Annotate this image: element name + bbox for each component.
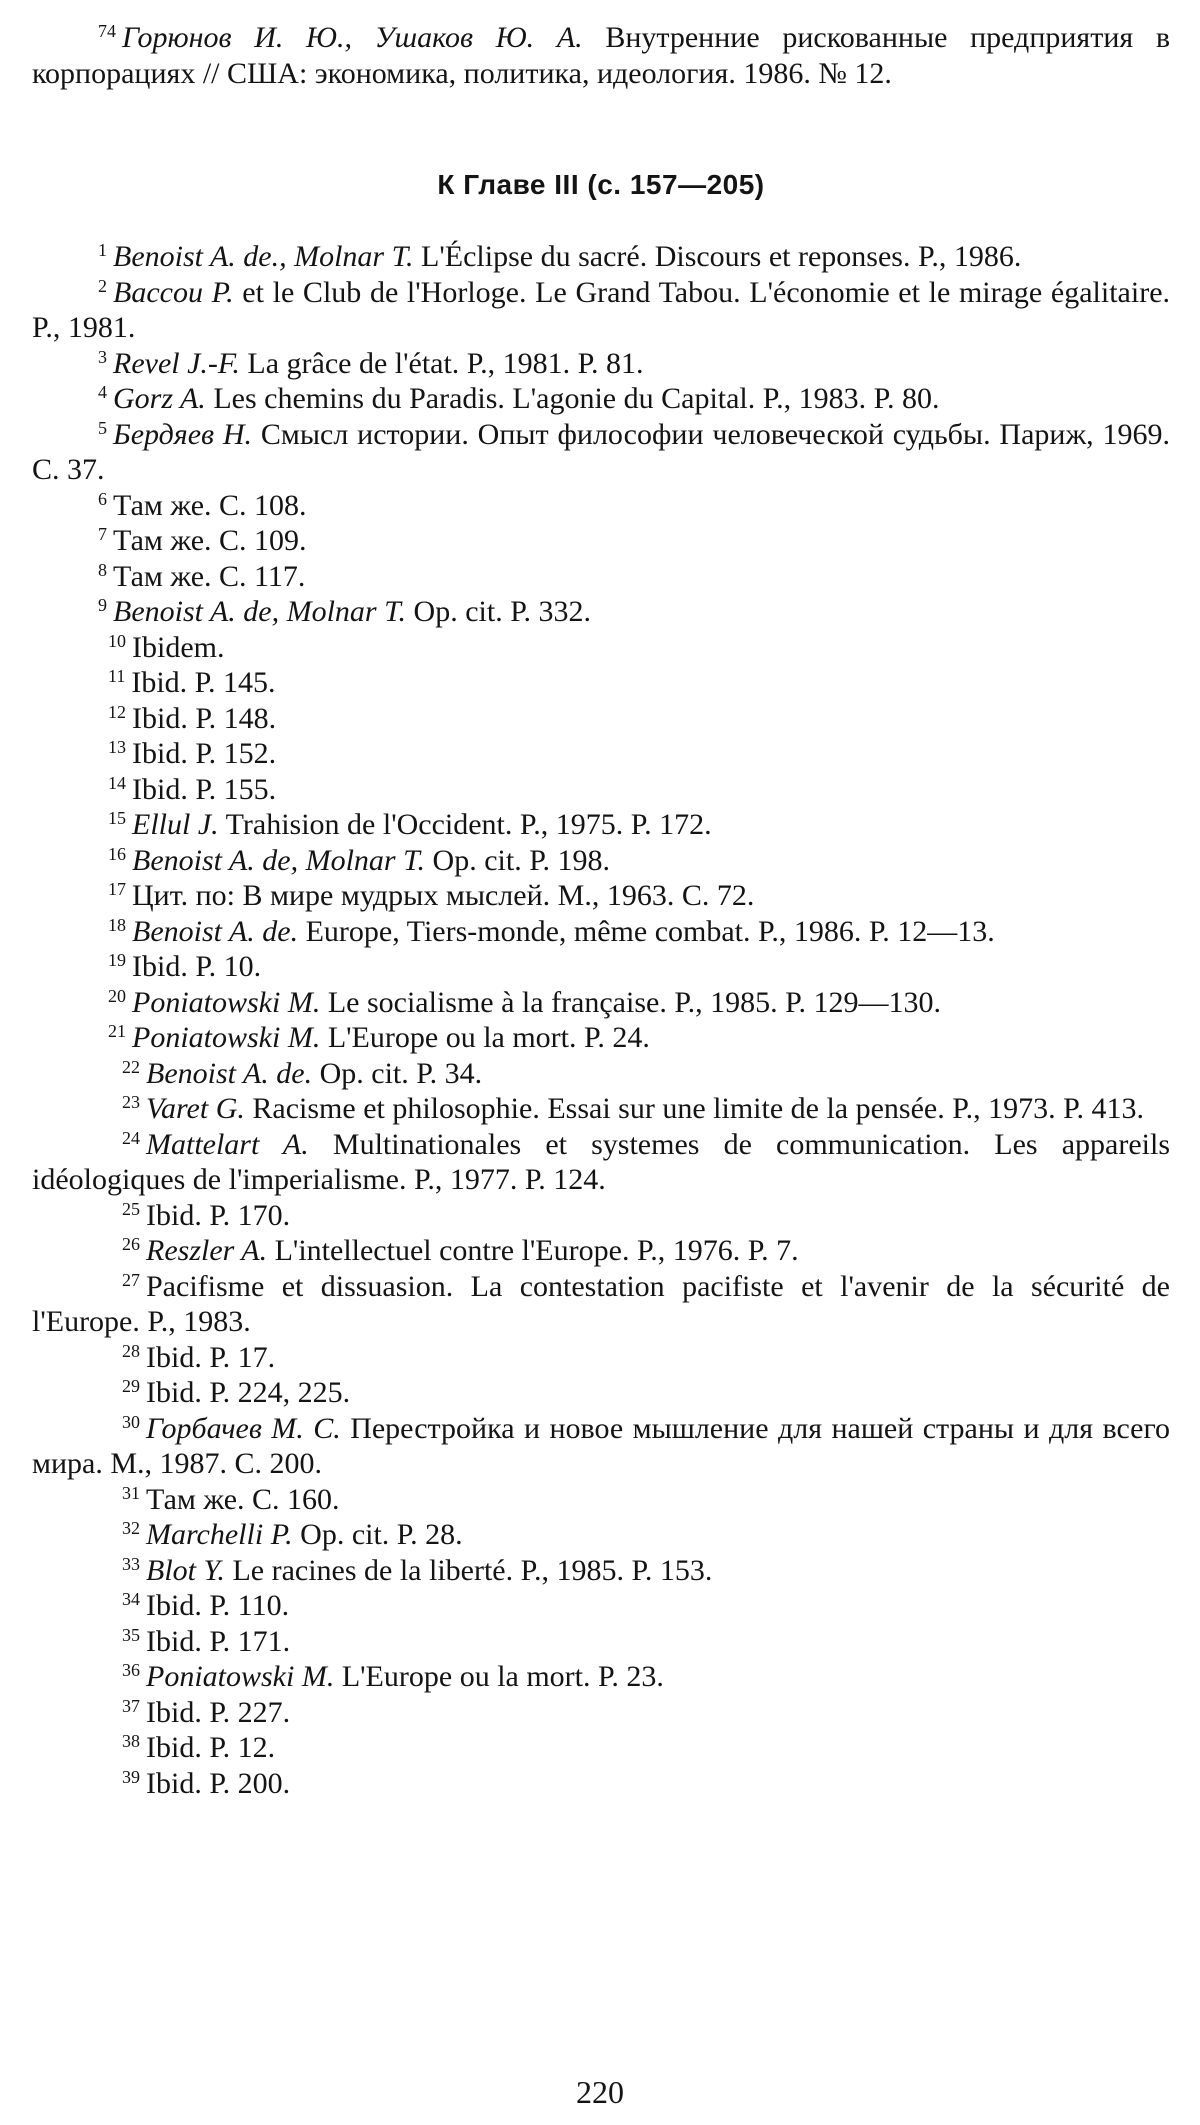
footnote-text: Ibid. P. 155. [132, 772, 277, 806]
footnote-number: 24 [122, 1127, 140, 1148]
footnote-19 [32, 949, 1170, 985]
footnote-text: Le socialisme à la française. P., 1985. P. 129—130. [327, 985, 942, 1019]
footnote-27 [32, 1269, 1170, 1340]
footnote-text: L'intellectuel contre l'Europe. P., 1976. P. 7. [274, 1234, 799, 1267]
footnote-9 [32, 594, 1170, 630]
footnote-32 [32, 1517, 1170, 1553]
footnote-number: 30 [122, 1411, 140, 1432]
footnote-25 [32, 1198, 1170, 1234]
footnote-text: Внутренние рискованные предприятия в корпорациях // США: экономика, политика, идеология. 1986. № 12. [32, 21, 1171, 90]
footnote-author: Reszler A. [146, 1234, 268, 1267]
footnote-number: 27 [122, 1269, 140, 1290]
footnote-text: Les chemins du Paradis. L'agonie du Capital. P., 1983. P. 80. [213, 382, 940, 415]
footnote-text: Там же. С. 117. [113, 559, 306, 593]
footnote-number: 25 [122, 1198, 140, 1219]
footnote-number: 5 [98, 417, 107, 438]
footnote-text: Op. cit. P. 34. [319, 1056, 483, 1090]
footnote-number: 6 [98, 488, 107, 509]
footnote-text: L'Éclipse du sacré. Discours et reponses. P., 1986. [421, 240, 1022, 273]
footnote-author: Бердяев Н. [113, 417, 253, 451]
footnote-number: 9 [98, 595, 107, 615]
footnote-22 [32, 1056, 1170, 1092]
footnote-36 [32, 1659, 1170, 1695]
footnote-author: Benoist A. de. [132, 914, 299, 948]
footnote-number: 29 [122, 1376, 140, 1396]
footnote-text: Ibid. P. 148. [132, 701, 277, 735]
footnote-author: Ellul J. [132, 808, 219, 841]
footnote-8 [32, 559, 1170, 595]
footnote-17 [32, 878, 1170, 914]
footnote-number: 19 [108, 950, 126, 970]
footnote-text: Ibid. P. 200. [146, 1766, 291, 1800]
footnote-text: Там же. С. 109. [113, 524, 307, 557]
footnote-number: 32 [122, 1518, 140, 1538]
footnote-13 [32, 736, 1170, 772]
footnote-author: Marchelli P. [146, 1518, 293, 1551]
footnote-number: 39 [122, 1766, 140, 1787]
footnote-39 [32, 1766, 1170, 1802]
footnote-text: Ibid. P. 17. [146, 1340, 276, 1374]
footnote-number: 20 [108, 985, 126, 1006]
footnote-number: 15 [108, 808, 126, 828]
footnote-34 [32, 1588, 1170, 1624]
footnote-author: Горбачев М. С. [146, 1411, 341, 1445]
footnote-number: 18 [108, 914, 126, 935]
footnote-20 [32, 985, 1170, 1021]
footnote-23 [32, 1091, 1170, 1127]
footnote-author: Blot Y. [146, 1553, 225, 1587]
footnote-number: 8 [98, 559, 107, 580]
footnote-author: Poniatowski M. [132, 985, 321, 1019]
footnote-text: Le racines de la liberté. P., 1985. P. 153. [232, 1553, 713, 1587]
footnote-text: Ibid. P. 152. [132, 737, 277, 770]
footnote-number: 22 [122, 1056, 140, 1077]
footnote-author: Varet G. [146, 1092, 245, 1125]
footnote-text: Op. cit. P. 28. [300, 1518, 463, 1551]
footnote-author: Revel J.-F. [113, 346, 240, 380]
footnote-number: 28 [122, 1340, 140, 1361]
footnote-author: Mattelart A. [146, 1127, 309, 1161]
footnote-number: 26 [122, 1234, 140, 1254]
footnote-text: Ibid. P. 171. [146, 1624, 291, 1658]
footnote-number: 17 [108, 879, 126, 899]
footnote-15 [32, 807, 1170, 843]
footnote-author: Горюнов И. Ю., Ушаков Ю. А. [122, 21, 583, 54]
footnote-author: Benoist A. de, Molnar T. [132, 843, 426, 877]
footnote-text: Racisme et philosophie. Essai sur une limite de la pensée. P., 1973. P. 413. [252, 1092, 1144, 1125]
footnote-text: Trahision de l'Occident. P., 1975. P. 172. [225, 808, 712, 841]
footnotes-list [32, 239, 1170, 1801]
footnote-text: Ibid. P. 170. [146, 1198, 291, 1232]
footnote-26 [32, 1233, 1170, 1269]
footnote-text: Ibid. P. 10. [132, 950, 262, 983]
footnote-31 [32, 1482, 1170, 1518]
footnote-30 [32, 1411, 1170, 1482]
footnote-text: Цит. по: В мире мудрых мыслей. М., 1963. С. 72. [132, 879, 755, 912]
footnote-6 [32, 488, 1170, 524]
footnote-number: 3 [98, 346, 107, 367]
footnote-text: Там же. С. 108. [113, 488, 307, 522]
footnote-author: Poniatowski M. [146, 1660, 335, 1693]
footnote-4 [32, 381, 1170, 417]
footnote-number: 23 [122, 1092, 140, 1112]
footnote-author: Gorz A. [113, 382, 206, 415]
footnote-text: Europe, Tiers-monde, même combat. P., 1986. P. 12—13. [305, 914, 995, 948]
footnote-number: 2 [98, 275, 107, 296]
footnote-29 [32, 1375, 1170, 1411]
footnote-number: 21 [108, 1021, 126, 1041]
footnote-number: 10 [108, 630, 126, 651]
footnote-24 [32, 1127, 1170, 1198]
footnote-text: Ibid. P. 145. [131, 666, 276, 699]
footnote-11 [32, 665, 1170, 701]
footnote-number: 16 [108, 843, 126, 864]
footnote-number: 4 [98, 382, 107, 402]
footnote-3 [32, 346, 1170, 382]
footnote-author: Benoist A. de. [146, 1056, 313, 1090]
footnote-16 [32, 843, 1170, 879]
footnote-number: 11 [108, 666, 126, 686]
footnote-number: 36 [122, 1660, 140, 1680]
footnote-text: Там же. С. 160. [146, 1482, 340, 1516]
footnote-text: Смысл истории. Опыт философии человеческой судьбы. Париж, 1969. С. 37. [32, 417, 1170, 486]
footnote-text: Multinationales et systemes de communication. Les appareils idéologiques de l'imperialisme. P., 1977. P. 124. [32, 1127, 1171, 1196]
footnote-10 [32, 630, 1170, 666]
footnote-14 [32, 772, 1170, 808]
footnote-7 [32, 523, 1170, 559]
footnote-12 [32, 701, 1170, 737]
footnote-number: 31 [122, 1482, 140, 1503]
footnote-1 [32, 239, 1170, 275]
footnote-text: Op. cit. P. 198. [432, 843, 611, 877]
footnote-text: Ibid. P. 227. [146, 1695, 291, 1729]
footnote-28 [32, 1340, 1170, 1376]
footnote-text: et le Club de l'Horloge. Le Grand Tabou. L'économie et le mirage égalitaire. P., 1981. [32, 275, 1171, 344]
footnote-text: Ibid. P. 224, 225. [146, 1376, 351, 1409]
footnote-number: 12 [108, 701, 126, 722]
footnote-number: 14 [108, 772, 126, 793]
footnote-author: Benoist A. de, Molnar T. [113, 595, 407, 628]
footnote-2 [32, 275, 1170, 346]
footnote-text: Pacifisme et dissuasion. La contestation pacifiste et l'avenir de la sécurité de l'Europe. P., 1983. [32, 1269, 1170, 1338]
footnote-number: 13 [108, 737, 126, 757]
footnote-number: 1 [98, 240, 107, 260]
footnote-author: Benoist A. de., Molnar T. [113, 240, 414, 273]
footnote-37 [32, 1695, 1170, 1731]
page-body [32, 20, 1170, 1801]
footnote-38 [32, 1730, 1170, 1766]
footnote-number: 34 [122, 1589, 140, 1609]
footnote-text: Ibid. P. 110. [146, 1589, 290, 1622]
footnote-text: Ibid. P. 12. [146, 1731, 276, 1764]
footnote-number: 7 [98, 524, 107, 544]
footnote-text: Op. cit. P. 332. [413, 595, 592, 628]
footnote-number: 35 [122, 1624, 140, 1645]
footnote-number: 33 [122, 1553, 140, 1574]
chapter-heading: К Главе III (с. 157—205) [437, 169, 765, 200]
footnote-text: Ibidem. [132, 630, 225, 664]
footnote-number: 38 [122, 1731, 140, 1751]
footnote-74 [32, 20, 1170, 91]
footnote-text: L'Europe ou la mort. P. 23. [341, 1660, 664, 1693]
footnote-number: 74 [98, 21, 116, 41]
footnote-text: Перестройка и новое мышление для нашей страны и для всего мира. М., 1987. С. 200. [32, 1411, 1171, 1480]
footnote-33 [32, 1553, 1170, 1589]
page-number: 220 [576, 2074, 624, 2110]
footnote-number: 37 [122, 1695, 140, 1716]
footnote-text: L'Europe ou la mort. P. 24. [327, 1021, 650, 1054]
footnote-21 [32, 1020, 1170, 1056]
footnote-5 [32, 417, 1170, 488]
footnote-35 [32, 1624, 1170, 1660]
footnote-author: Baccou P. [113, 275, 234, 309]
footnote-author: Poniatowski M. [132, 1021, 321, 1054]
footnote-18 [32, 914, 1170, 950]
footnote-text: La grâce de l'état. P., 1981. P. 81. [247, 346, 644, 380]
